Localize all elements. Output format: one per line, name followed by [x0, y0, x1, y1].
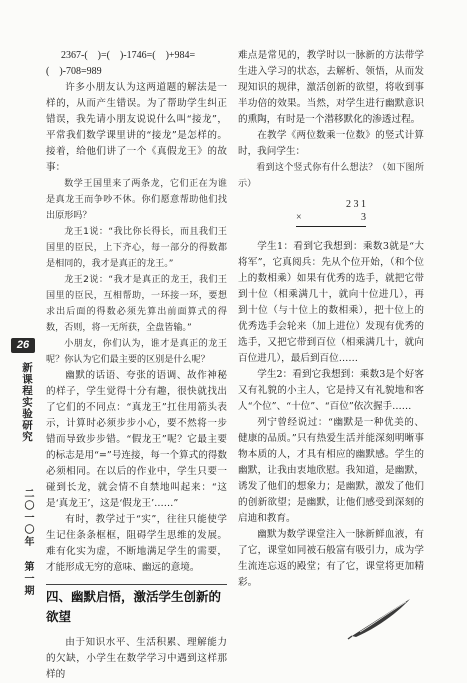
page-number: 26 [11, 338, 35, 353]
multiplier: 3 [361, 212, 366, 223]
page-sidebar [5, 338, 41, 650]
body-paragraph: 在教学《两位数乘一位数》的竖式计算时，我问学生： [238, 130, 424, 157]
intro-paragraph: 许多小朋友认为这两道题的解法是一样的，从而产生错误。为了帮助学生纠正错误，我先请小朋友说说什么叫“接龙”，平常我们数学课里讲的“接龙”是怎样的。接着，给他们讲了一个《真假龙王》的故事： [46, 82, 227, 173]
multiplicand: 2 3 1 [346, 199, 366, 210]
body-paragraph: 列宁曾经说过：“幽默是一种优美的、健康的品质。”只有热爱生活并能深刻明晰事物本质的人，才具有相应的幽默感。学生的幽默，让我由衷地欣慰。我知道，是幽默，诱发了他们的想象力；是幽默，激发了他们的创新欲望；是幽默，让他们感受到深刻的启迪和教育。 [238, 417, 424, 524]
calc-underline [296, 226, 366, 231]
math-problem-line-1: 2367-( )=( )-1746=( )+984= [61, 50, 196, 61]
left-column [46, 48, 227, 683]
multiply-sign: × [296, 212, 302, 223]
body-paragraph: 有时，教学过于“实”，往往只能使学生记住条条框框，阻碍学生思维的发展。难有化实为虚，不断地满足学生的需要，才能形成无穷的意味、幽远的意境。 [46, 514, 227, 573]
teacher-question: 看到这个竖式你有什么想法？（如下图所示） [238, 163, 424, 189]
journal-title: 新课程实验研究 [21, 362, 33, 443]
body-paragraph: 难点是常见的，教学时以一脉新的方法带学生进入学习的状态，去解析、领悟，从而发现知识的规律，激活创新的欲望，将收到事半功倍的效果。当然，对学生进行幽默意识的熏陶，有时是一个潜移默化的渗透过程。 [238, 50, 424, 125]
student-answer: 学生1：看到它我想到：乘数3就是“大将军”，它真阅兵：先从个位开始，（和个位上的数相乘）如果有优秀的选手，就把它带到十位（相乘满几十，就向十位进几），再到十位（与十位上的数相乘），把十位上的优秀选手会轮来（加上进位）发现有优秀的选手，又把它带到百位（相乘满几十，就向百位进几），最后到百位…… [238, 241, 424, 364]
quill-pen-icon [346, 596, 416, 640]
story-paragraph: 数学王国里来了两条龙，它们正在为谁是真龙王而争吵不休。你们愿意帮助他们找出原形吗？ [46, 179, 227, 221]
right-column [238, 48, 424, 591]
section-heading: 四、幽默启悟，激活学生创新的欲望 [46, 584, 227, 627]
story-paragraph: 龙王2说：“我才是真正的龙王，我们王国里的臣民，互相帮助，一环接一环，要想求出后面的得数必须先算出前面算式的得数，否则，将一无所获，全盘皆输。” [46, 275, 227, 333]
story-paragraph: 龙王1说：“我比你长得长，而且我们王国里的臣民，上下齐心，每一部分的得数都是相同的，我才是真正的龙王。” [46, 227, 227, 269]
student-answer: 学生2：看到它我想到：乘数3是个好客又有礼貌的小主人，它是持又有礼貌地和客人“个位”、“十位”、“百位”依次握手…… [238, 369, 424, 412]
vertical-multiplication [296, 198, 366, 231]
issue-label: 二〇一〇年 第一期 [22, 488, 33, 597]
body-paragraph: 幽默的话语、夸张的语调、故作神秘的样子，学生觉得十分有趣，很快就找出了它们的不同点：“真龙王”扛住用箭头表示，计算时必须步步小心，要不然将一步错而导致步步错。“假龙王”呢？它最主要的标志是用“=”号连接，每一个算式的得数必须相同。在以后的作业中，学生只要一碰到长龙，就会情不自禁地叫起来：“这是‘真龙王’，这是‘假龙王’……” [46, 370, 227, 509]
math-problem-line-2: ( )-708=989 [46, 66, 102, 77]
body-paragraph: 由于知识水平、生活积累、理解能力的欠缺，小学生在数学学习中遇到这样那样的 [46, 637, 227, 680]
story-paragraph: 小朋友，你们认为，谁才是真正的龙王呢？你认为它们最主要的区别是什么呢？ [46, 339, 227, 365]
body-paragraph: 幽默为数学课堂注入一脉新鲜血液，有了它，课堂如同被石般富有吸引力，成为学生流连忘返的殿堂；有了它，课堂将更加精彩。 [238, 529, 424, 588]
